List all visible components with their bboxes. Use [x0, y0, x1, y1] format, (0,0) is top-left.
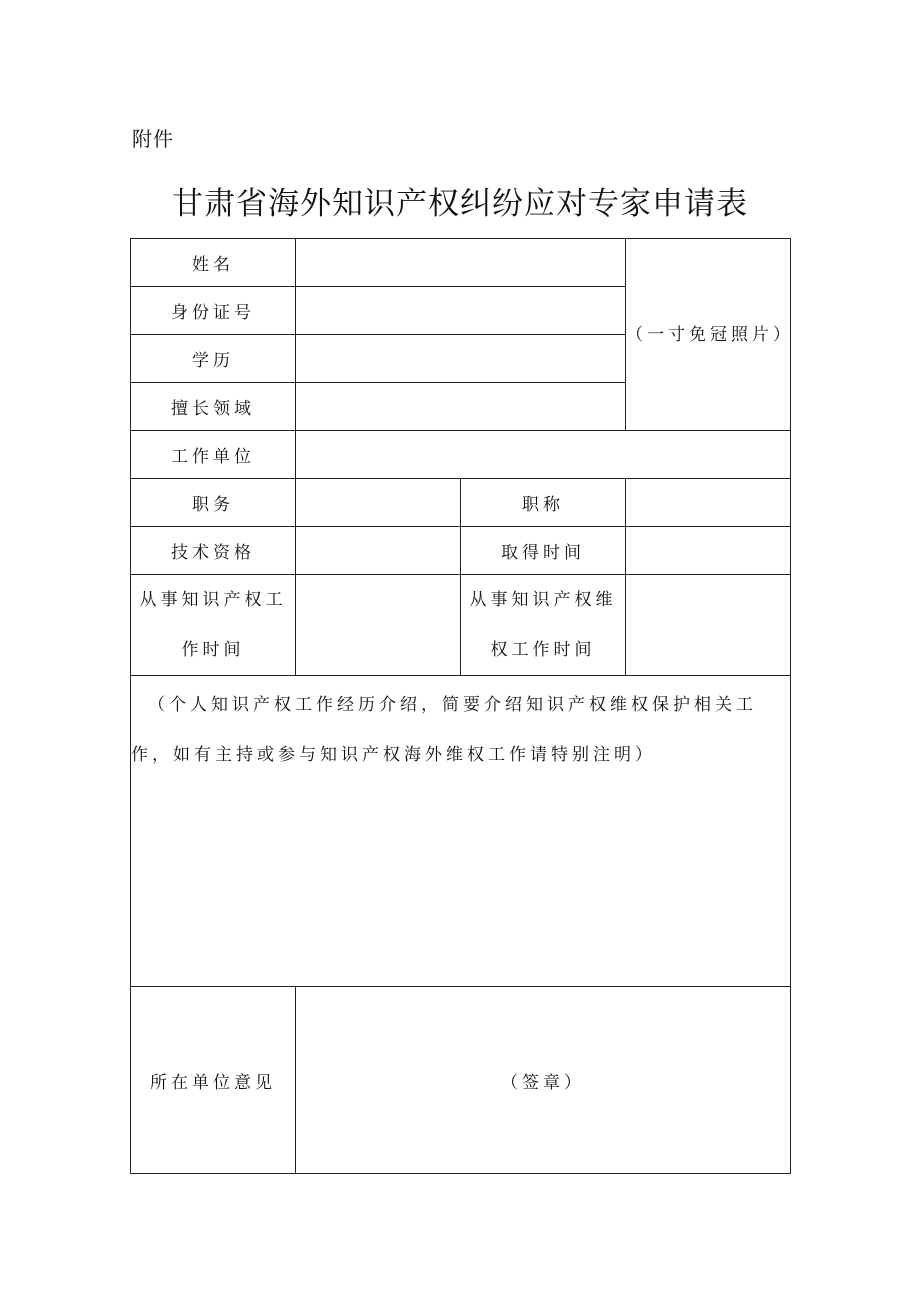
experience-section[interactable]: [131, 676, 791, 987]
id-number-field[interactable]: [296, 287, 626, 335]
seal-note: （签章）: [501, 1072, 585, 1093]
name-field[interactable]: [296, 239, 626, 287]
expertise-label: 擅长领域: [131, 383, 296, 431]
employer-label: 工作单位: [131, 431, 296, 479]
experience-note: （个人知识产权工作经历介绍，简要介绍知识产权维权保护相关工作，如有主持或参与知识产权海外维权工作请特别注明）: [131, 695, 757, 765]
ip-work-time-field[interactable]: [296, 575, 461, 676]
education-field[interactable]: [296, 335, 626, 383]
ip-rights-work-time-label: 从事知识产权维权工作时间: [461, 575, 626, 676]
position-label: 职务: [131, 479, 296, 527]
ip-rights-work-time-field[interactable]: [626, 575, 791, 676]
professional-title-label: 职称: [461, 479, 626, 527]
attachment-label: 附件: [132, 127, 174, 151]
obtained-time-field[interactable]: [626, 527, 791, 575]
form-title: 甘肃省海外知识产权纠纷应对专家申请表: [172, 186, 748, 222]
employer-field[interactable]: [296, 431, 791, 479]
unit-opinion-label: 所在单位意见: [131, 987, 296, 1174]
education-label: 学历: [131, 335, 296, 383]
obtained-time-label: 取得时间: [461, 527, 626, 575]
professional-title-field[interactable]: [626, 479, 791, 527]
position-field[interactable]: [296, 479, 461, 527]
qualification-field[interactable]: [296, 527, 461, 575]
application-form-table: [130, 238, 794, 1174]
id-number-label: 身份证号: [131, 287, 296, 335]
name-label: 姓名: [131, 239, 296, 287]
photo-box[interactable]: （一寸免冠照片）: [626, 239, 791, 431]
expertise-field[interactable]: [296, 383, 626, 431]
qualification-label: 技术资格: [131, 527, 296, 575]
unit-opinion-field[interactable]: [296, 987, 791, 1174]
ip-work-time-label: 从事知识产权工作时间: [131, 575, 296, 676]
